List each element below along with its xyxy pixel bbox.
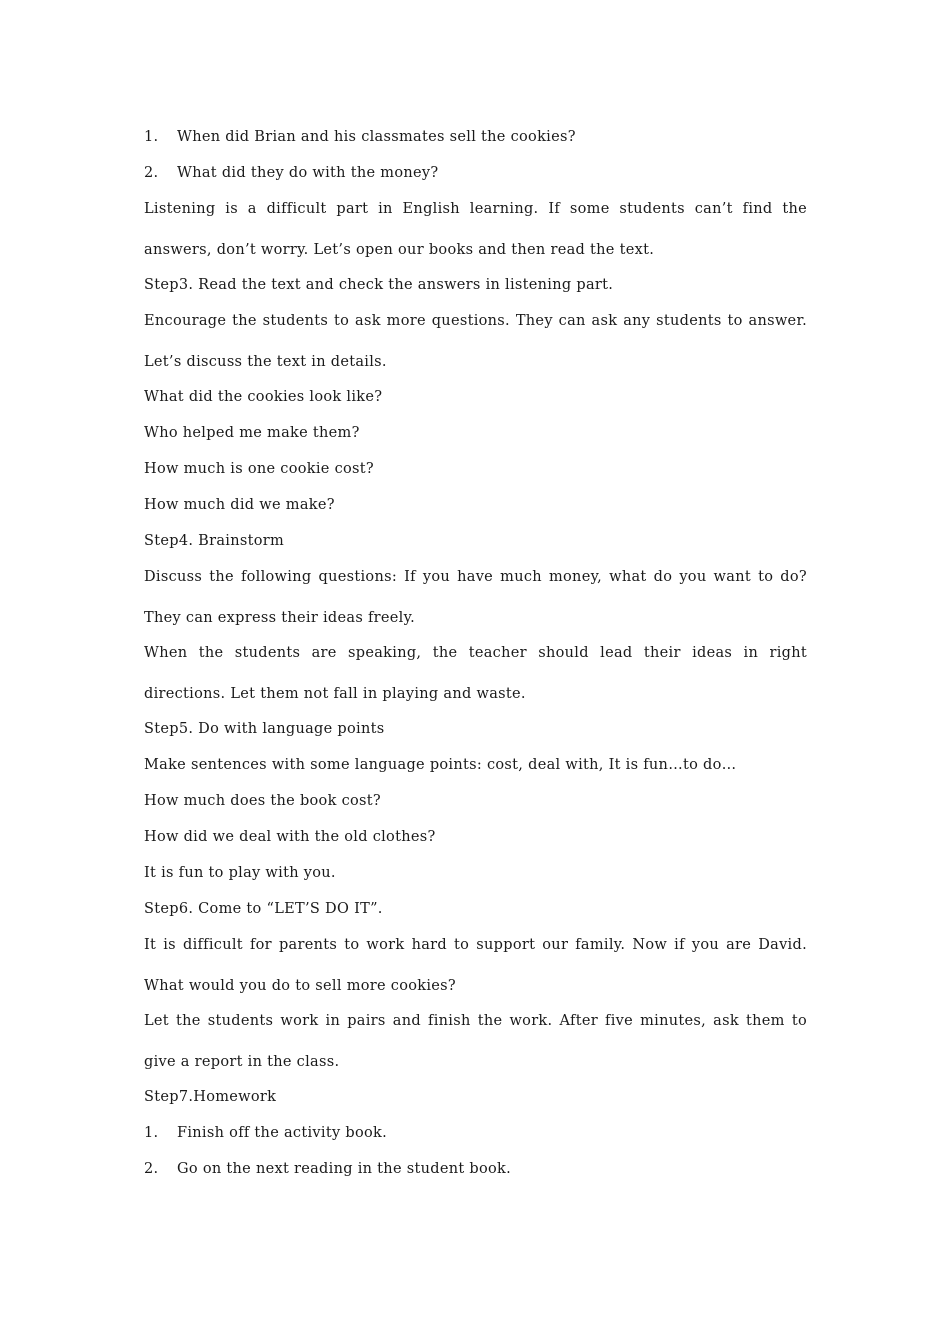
list-text: Finish off the activity book.	[177, 1125, 388, 1141]
example-fun-play: It is fun to play with you.	[144, 865, 336, 881]
list-text: When did Brian and his classmates sell the cookies?	[177, 129, 576, 145]
list-number: 2.	[144, 165, 159, 181]
teacher-paragraph: When the students are speaking, the teacher should lead their ideas in right directions. Let them not fall in playing and waste.	[144, 645, 807, 702]
list-text: What did they do with the money?	[177, 165, 439, 181]
homework-1	[144, 1121, 807, 1157]
discuss-paragraph: Discuss the following questions: If you have much money, what do you want to do? They can express their ideas freely.	[144, 569, 807, 626]
encourage-paragraph: Encourage the students to ask more questions. They can ask any students to answer. Let’s discuss the text in details.	[144, 313, 807, 370]
parents-paragraph: It is difficult for parents to work hard to support our family. Now if you are David. What would you do to sell more cookies?	[144, 937, 807, 994]
question-1	[144, 125, 807, 161]
pairs-paragraph: Let the students work in pairs and finish the work. After five minutes, ask them to give a report in the class.	[144, 1013, 807, 1070]
step6-heading: Step6. Come to “LET’S DO IT”.	[144, 901, 383, 917]
question-how-much-make: How much did we make?	[144, 497, 335, 513]
step3-heading: Step3. Read the text and check the answers in listening part.	[144, 277, 614, 293]
example-book-cost: How much does the book cost?	[144, 793, 381, 809]
make-sentences-line: Make sentences with some language points: cost, deal with, It is fun…to do…	[144, 757, 737, 773]
listening-paragraph: Listening is a difficult part in English learning. If some students can’t find the answers, don’t worry. Let’s open our books and then read the text.	[144, 201, 807, 258]
step7-heading: Step7.Homework	[144, 1089, 277, 1105]
homework-2	[144, 1157, 807, 1193]
list-text: Go on the next reading in the student book.	[177, 1161, 512, 1177]
question-cookie-cost: How much is one cookie cost?	[144, 461, 374, 477]
list-number: 2.	[144, 1161, 159, 1177]
document-body	[144, 125, 807, 1193]
example-old-clothes: How did we deal with the old clothes?	[144, 829, 436, 845]
step5-heading: Step5. Do with language points	[144, 721, 385, 737]
question-who-helped: Who helped me make them?	[144, 425, 360, 441]
list-number: 1.	[144, 1125, 159, 1141]
list-number: 1.	[144, 129, 159, 145]
question-cookies-look: What did the cookies look like?	[144, 389, 383, 405]
step4-heading: Step4. Brainstorm	[144, 533, 285, 549]
